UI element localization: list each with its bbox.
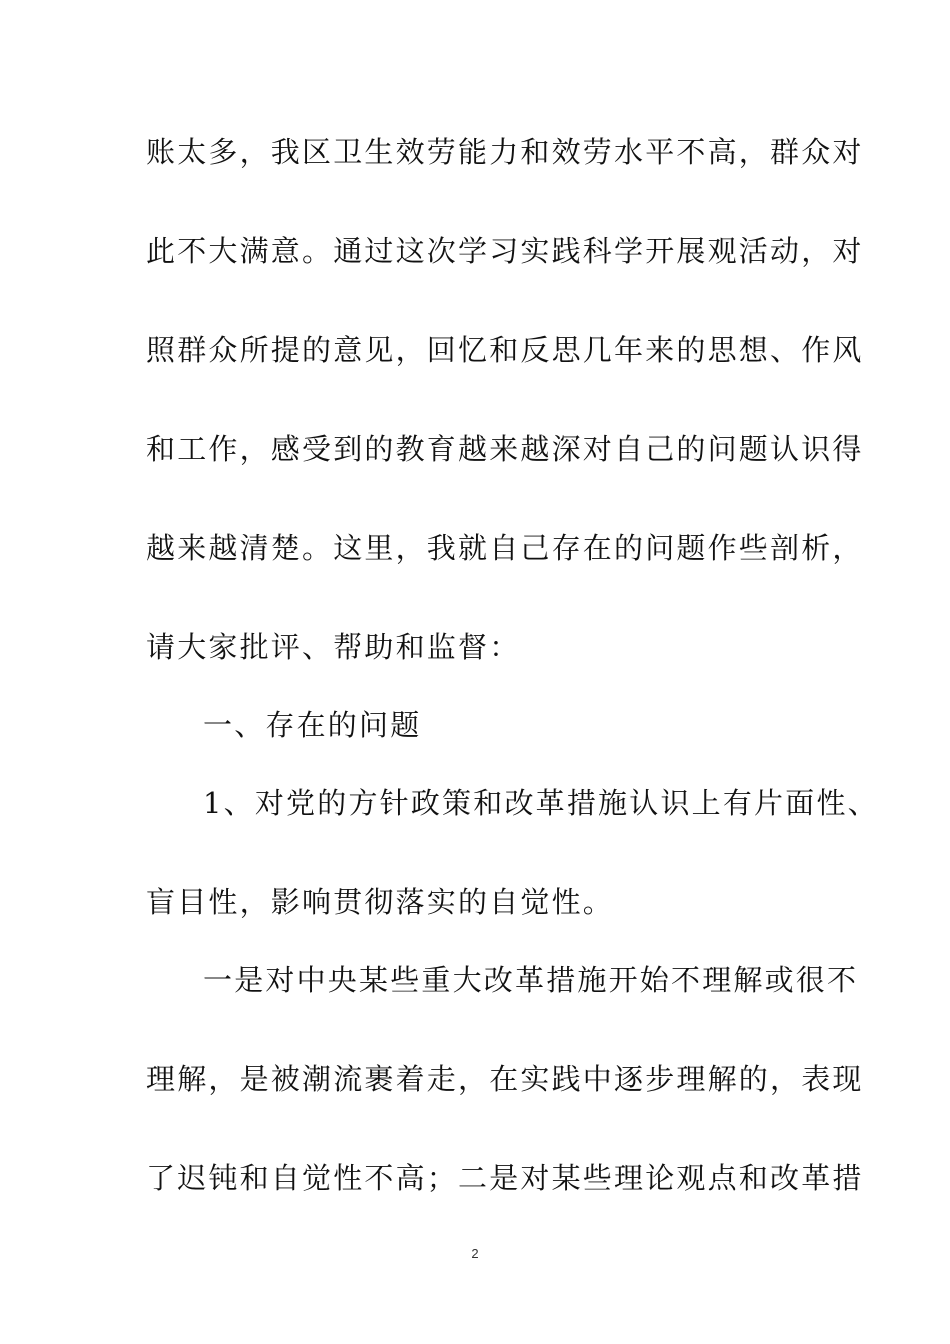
body-text-line: 此不大满意。通过这次学习实践科学开展观活动，对 xyxy=(146,234,864,268)
body-text-line: 账太多，我区卫生效劳能力和效劳水平不高，群众对 xyxy=(146,135,864,169)
body-text-line: 越来越清楚。这里，我就自己存在的问题作些剖析， xyxy=(146,531,864,565)
body-text-line: 请大家批评、帮助和监督： xyxy=(146,630,521,664)
section-heading: 一、存在的问题 xyxy=(203,708,422,742)
numbered-item-heading: 1、对党的方针政策和改革措施认识上有片面性、 xyxy=(203,786,879,820)
body-text-line: 和工作，感受到的教育越来越深对自己的问题认识得 xyxy=(146,432,864,466)
body-text-line: 盲目性，影响贯彻落实的自觉性。 xyxy=(146,885,615,919)
page-number: 2 xyxy=(471,1246,479,1261)
body-text-line: 照群众所提的意见，回忆和反思几年来的思想、作风 xyxy=(146,333,864,367)
paragraph-first-line: 一是对中央某些重大改革措施开始不理解或很不 xyxy=(203,963,859,997)
body-text-line: 理解，是被潮流裹着走，在实践中逐步理解的，表现 xyxy=(146,1062,864,1096)
body-text-line: 了迟钝和自觉性不高；二是对某些理论观点和改革措 xyxy=(146,1161,864,1195)
